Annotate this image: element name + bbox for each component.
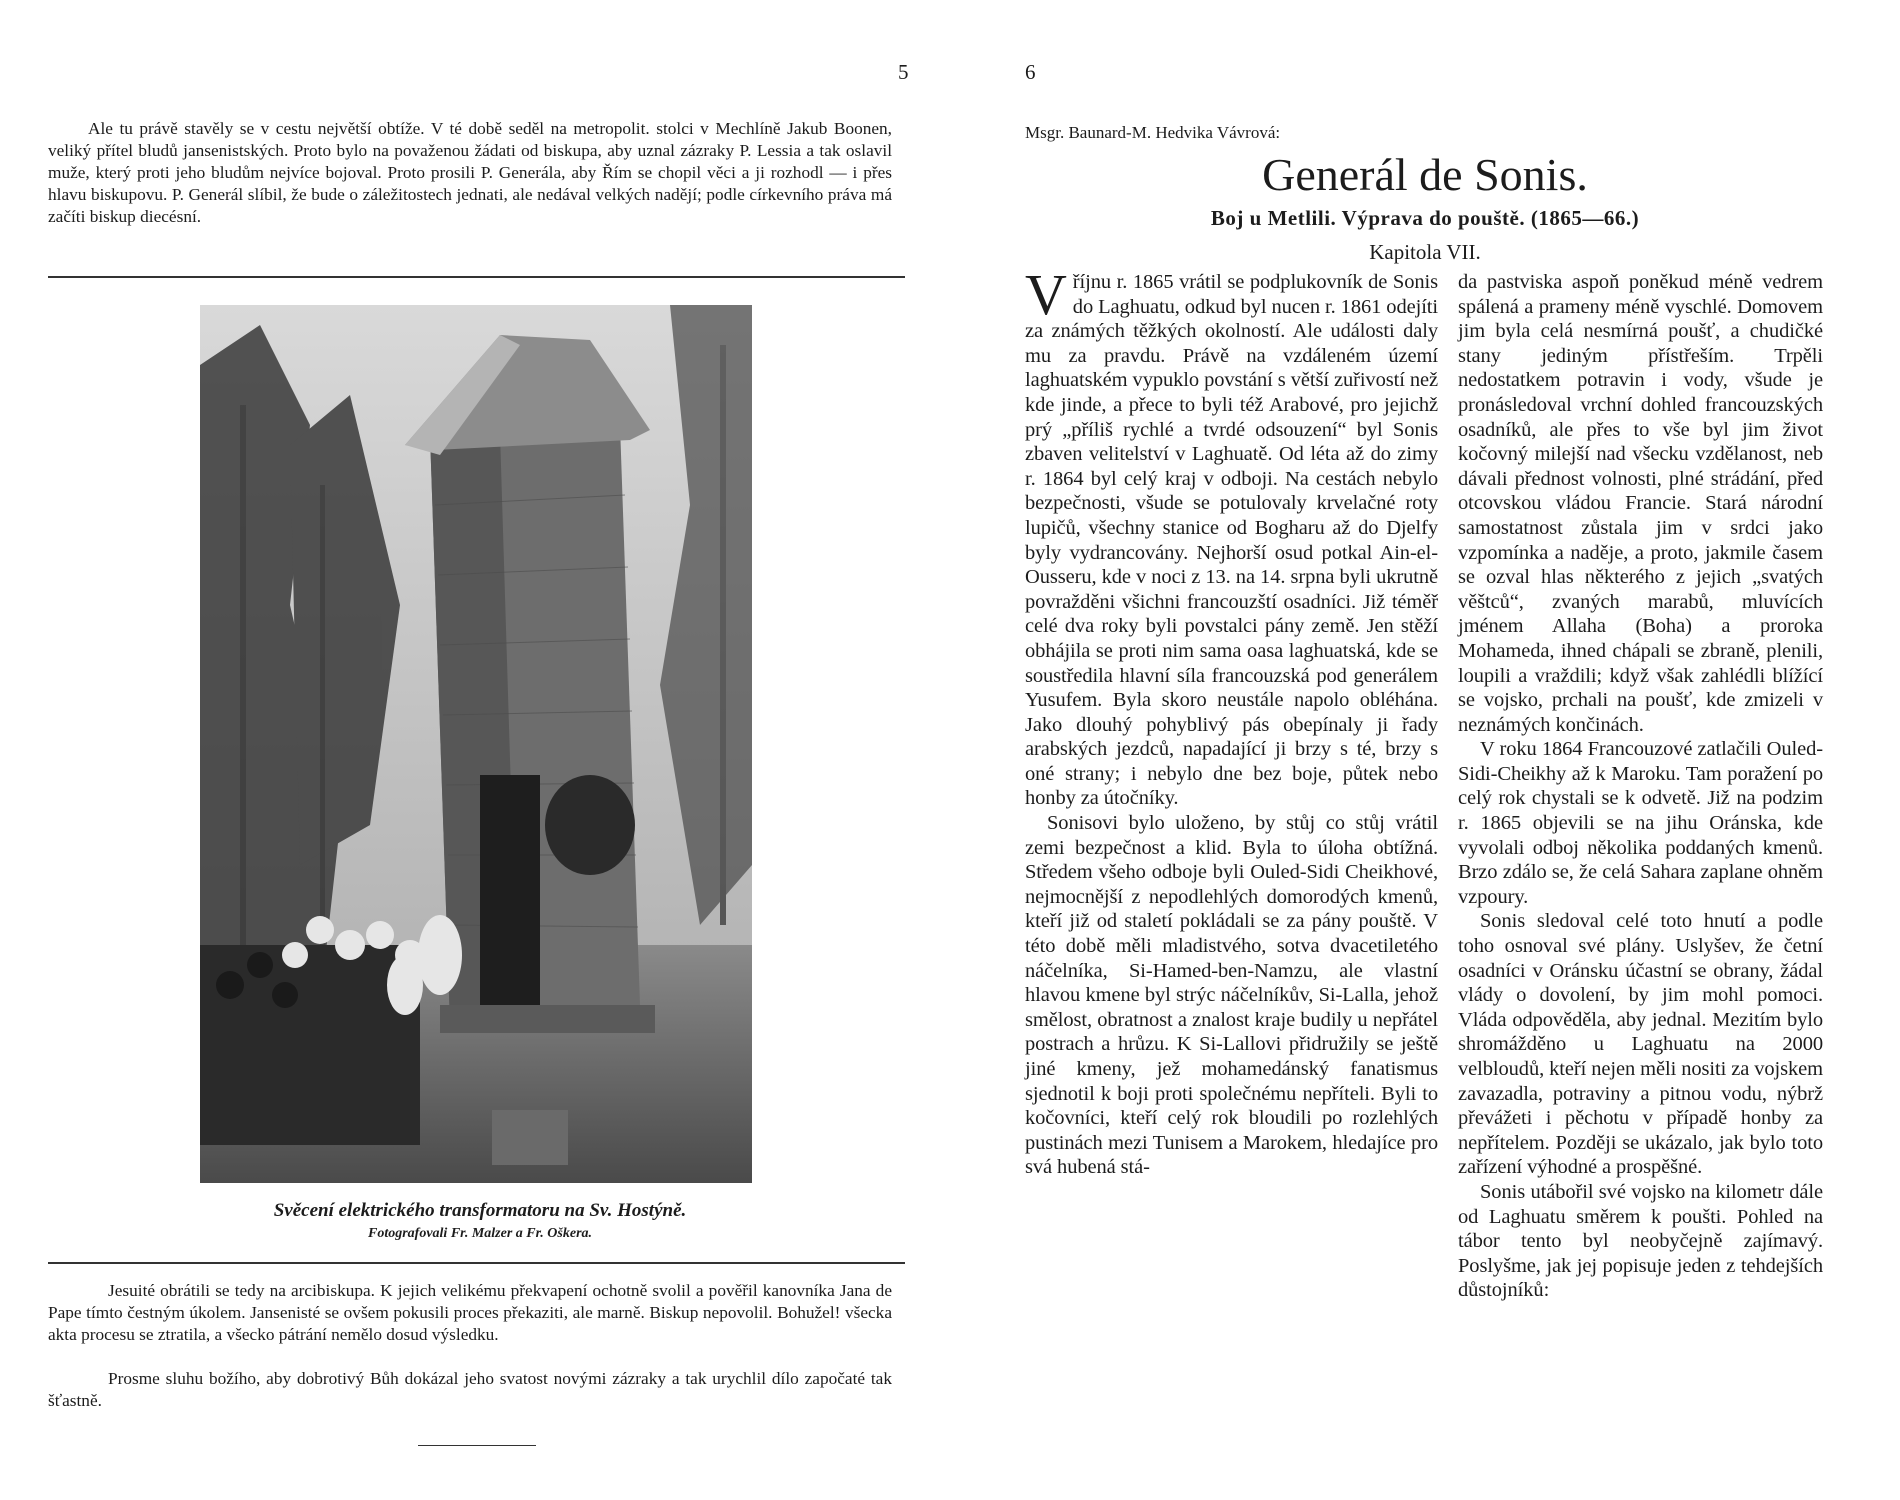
- paragraph-bottom-1: Jesuité obrátili se tedy na arcibiskupa. K jejich velikému překvapení ochotně svolil a pověřil kanovníka Jana de Pape tímto čestným úkolem. Jansenisté se ovšem pokusili proces překaziti, ale marně. Biskup nepovolil. Bohužel! všecka akta procesu se ztratila, a všecko pátrání nemělo dosud výsledku.: [48, 1281, 892, 1344]
- divider-top: [48, 276, 905, 278]
- end-rule: [418, 1445, 536, 1446]
- transformer-tower-photo: [200, 305, 752, 1183]
- text-column-2: [1458, 270, 1823, 1303]
- page-number-right: 6: [1025, 60, 1036, 84]
- paragraph-top: Ale tu právě stavěly se v cestu největší obtíže. V té době seděl na metropolit. stolci v Mechlíně Jakub Boonen, veliký přítel bludů jansenistských. Proto bylo na považenou žádati od biskupa, aby uznal zázraky P. Lessia a tak oslavil muže, který proti jeho bludům nejvíce bojoval. Proto prosili P. Generála, aby Řím se chopil věci a ji rozhodl — i přes hlavu biskupovu. P. Generál slíbil, že bude o záležitostech jednati, ale nedával velkých nadějí; podle církevního práva má začíti biskup diecésní.: [48, 119, 892, 226]
- column1-paragraph-1-text: říjnu r. 1865 vrátil se podplukovník de Sonis do Laghuatu, odkud byl nucen r. 1861 odejíti za známých těžkých okolností. Ale události daly mu za pravdu. Právě na vzdáleném území laghuatském vypuklo povstání s větší zuřivostí než kde jinde, a přece to byli též Arabové, pro jejichž prý „příliš rychlé a tvrdé odsouzení“ byl Sonis zbaven velitelství v Laghuatě. Od léta až do zimy r. 1864 byl celý kraj v odboji. Na cestách nebylo bezpečnosti, všude se potulovaly krvelačné roty lupičů, všechny stanice od Bogharu až do Djelfy byly vydrancovány. Nejhorší osud potkal Ain-el-Ousseru, kde v noci z 13. na 14. srpna byli ukrutně povražděni všichni francouzští osadníci. Již téměř celé dva roky byli povstalci pány země. Jen stěží obhájila se proti nim sama oasa laghuatská, kde se soustředila hlavní síla francouzská pod generálem Yusufem. Byla skoro neustále napolo obléhána. Jako dlouhý pohyblivý pás obepínaly ji řady arabských jezdců, napadající ji brzy s té, brzy s oné strany; i nebylo dne bez boje, půtek nebo honby za útočníky.: [1025, 271, 1438, 810]
- article-subtitle: Boj u Metlili. Výprava do pouště. (1865—66.): [1210, 206, 1640, 230]
- byline: Msgr. Baunard-M. Hedvika Vávrová:: [1025, 123, 1281, 142]
- divider-bottom: [48, 1262, 905, 1264]
- photo-caption-title: Svěcení elektrického transformatoru na Sv. Hostýně.: [273, 1200, 687, 1221]
- text-column-1: [1025, 262, 1438, 1180]
- page-number-left: 5: [898, 60, 909, 84]
- column2-paragraph-2: Sonis sledoval celé toto hnutí a podle toho osnoval své plány. Uslyšev, že četní osadníci v Oránsku účastní se obrany, žádal vlády o dovolení, by jim mohl pomoci. Vláda odpověděla, aby jednal. Mezitím bylo shromážděno u Laghuatu na 2000 velbloudů, kteří nejen měli nositi za vojskem zavazadla, potraviny a pitnou vodu, nýbrž převážeti i pěchotu v případě honby za nepřítelem. Později se ukázalo, jak bylo toto zařízení výhodné a prospěšné.: [1458, 910, 1823, 1179]
- article-title: Generál de Sonis.: [1262, 149, 1588, 200]
- column2-paragraph-0: da pastviska aspoň poněkud méně vedrem spálená a prameny méně vyschlé. Domovem jim byla celá nesmírná poušť, a chudičké stany jediným přístřeším. Trpěli nedostatkem potravin i vody, všude je pronásledoval vrchní dohled francouzských osadníků, ale přes to vše byl jim život kočovný milejší nad všecku vzdělanost, neb dávali přednost volnosti, plné strádání, před otcovskou vládou Francie. Stará národní samostatnost zůstala jim v srdci jako vzpomínka a naděje, a proto, jakmile časem se ozval hlas některého z jejich „svatých věštců“, zvaných marabů, mluvících jménem Allaha (Boha) a proroka Mohameda, ihned chápali se zbraně, plenili, loupili a vraždili; když však zahlédli blížící se vojsko, prchali na poušť, kde zmizeli v neznámých končinách.: [1458, 271, 1823, 736]
- right-page: [950, 0, 1900, 1500]
- chapter-heading: Kapitola VII.: [1369, 240, 1481, 264]
- column1-paragraph-1: [1025, 262, 1438, 811]
- paragraph-bottom-2: Prosme sluhu božího, aby dobrotivý Bůh dokázal jeho svatost novými zázraky a tak urychlil dílo započaté tak šťastně.: [48, 1369, 892, 1410]
- column2-paragraph-3: Sonis utábořil své vojsko na kilometr dále od Laghuatu směrem k poušti. Pohled na tábor tento byl neobyčejně zajímavý. Poslyšme, jak jej popisuje jeden z tehdejších důstojníků:: [1458, 1180, 1823, 1302]
- drop-cap: V: [1025, 262, 1067, 327]
- column1-paragraph-2: Sonisovi bylo uloženo, by stůj co stůj vrátil zemi bezpečnost a klid. Byla to úloha obtížná. Středem všeho odboje byli Ouled-Sidi Cheikhové, nejmocnější z nepodlehlých domorodých kmenů, kteří již od staletí pokládali se za pány pouště. V této době měli mladistvého, sotva dvacetiletého náčelníka, Si-Hamed-ben-Namzu, ale vlastní hlavou kmene byl strýc náčelníkův, Si-Lalla, jehož smělost, obratnost a znalost kraje budily u nepřátel postrach a hrůzu. K Si-Lallovi přidružily se ještě jiné kmeny, jež mohamedánský fanatismus sjednotil k boji proti společnému nepříteli. Byli to kočovníci, kteří celý rok bloudili po rozlehlých pustinách mezi Tunisem a Marokem, hledajíce pro svá hubená stá-: [1025, 812, 1438, 1179]
- photo-caption-credit: Fotografovali Fr. Malzer a Fr. Oškera.: [367, 1226, 593, 1241]
- photograph: [200, 305, 752, 1183]
- column2-paragraph-1: V roku 1864 Francouzové zatlačili Ouled-Sidi-Cheikhy až k Maroku. Tam poražení po celý rok chystali se k odvetě. Již na podzim r. 1865 objevili se na jihu Oránska, kde vyvolali odboj několika poddaných kmenů. Brzo zdálo se, že celá Sahara zaplane ohněm vzpoury.: [1458, 738, 1823, 908]
